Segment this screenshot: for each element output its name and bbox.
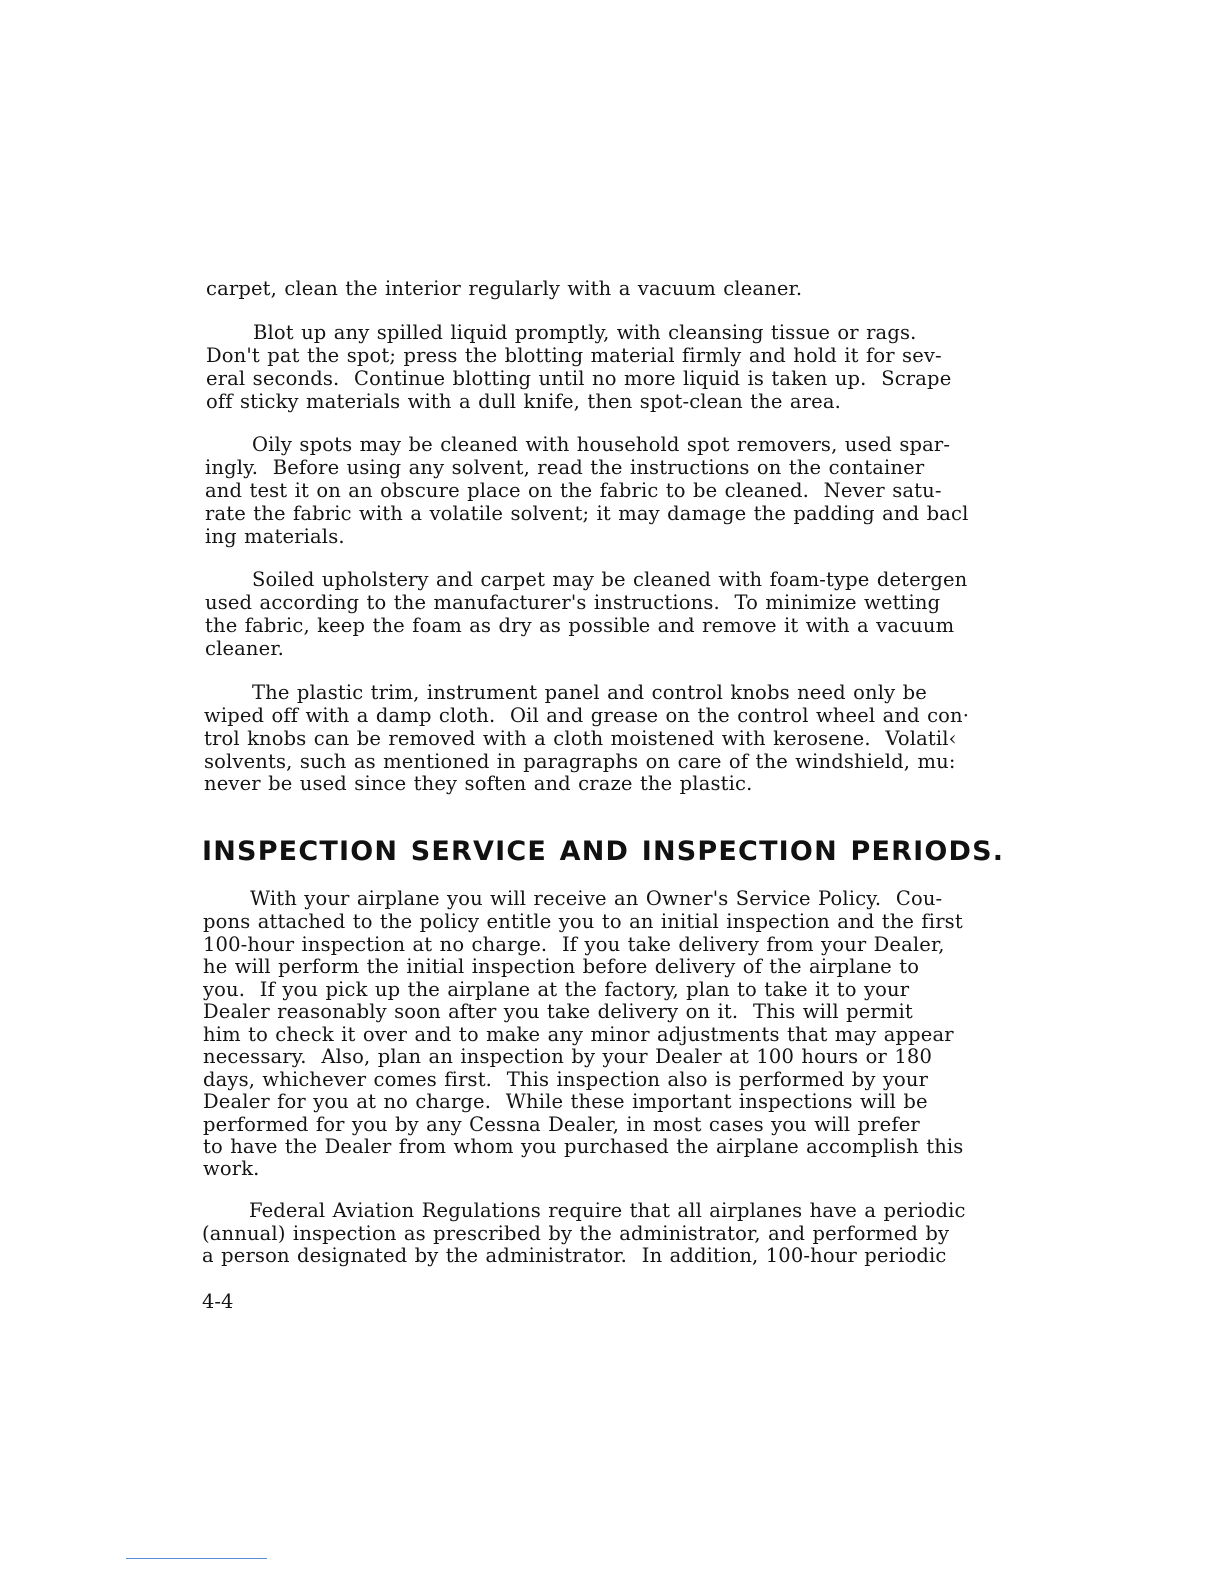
text-line: pons attached to the policy entitle you to an initial inspection and the first [203,910,963,933]
text-line: Dealer reasonably soon after you take delivery on it. This will permit [203,1000,913,1023]
text-line: you. If you pick up the airplane at the factory, plan to take it to your [203,978,910,1001]
text-line: rate the fabric with a volatile solvent; it may damage the padding and bacl [205,502,969,525]
text-line: performed for you by any Cessna Dealer, in most cases you will prefer [203,1113,920,1136]
text-line: never be used since they soften and craze the plastic. [204,772,753,795]
text-line: ing materials. [205,525,345,548]
text-line: necessary. Also, plan an inspection by your Dealer at 100 hours or 180 [203,1045,933,1068]
text-line: 100-hour inspection at no charge. If you take delivery from your Dealer, [203,933,945,956]
text-line: Blot up any spilled liquid promptly, with cleansing tissue or rags. [253,321,917,344]
text-line: With your airplane you will receive an Owner's Service Policy. Cou- [250,887,943,910]
text-line: work. [203,1157,260,1180]
text-line: he will perform the initial inspection before delivery of the airplane to [203,955,920,978]
text-line: him to check it over and to make any minor adjustments that may appear [203,1023,954,1046]
text-line: cleaner. [205,637,284,660]
text-line: a person designated by the administrator. In addition, 100-hour periodic [202,1244,947,1267]
text-line: the fabric, keep the foam as dry as possible and remove it with a vacuum [205,614,955,637]
text-line: (annual) inspection as prescribed by the administrator, and performed by [202,1222,950,1245]
text-line: wiped off with a damp cloth. Oil and grease on the control wheel and con· [204,704,970,727]
text-line: used according to the manufacturer's instructions. To minimize wetting [205,591,941,614]
text-line: eral seconds. Continue blotting until no more liquid is taken up. Scrape [206,367,952,390]
text-line: Dealer for you at no charge. While these important inspections will be [203,1090,928,1113]
footer-rule [126,1558,267,1559]
text-line: Don't pat the spot; press the blotting material firmly and hold it for sev- [206,344,942,367]
text-line: solvents, such as mentioned in paragraphs on care of the windshield, mu: [204,750,956,773]
text-line: days, whichever comes first. This inspection also is performed by your [203,1068,929,1091]
text-line: off sticky materials with a dull knife, then spot-clean the area. [206,390,841,413]
text-line: Oily spots may be cleaned with household spot removers, used spar- [252,433,951,456]
text-line: Federal Aviation Regulations require that all airplanes have a periodic [249,1199,966,1222]
text-line: carpet, clean the interior regularly with a vacuum cleaner. [206,277,803,300]
text-line: The plastic trim, instrument panel and control knobs need only be [252,681,927,704]
text-line: trol knobs can be removed with a cloth moistened with kerosene. Volatil‹ [204,727,957,750]
text-line: and test it on an obscure place on the fabric to be cleaned. Never satu- [205,479,942,502]
page-number: 4-4 [202,1290,234,1313]
text-line: ingly. Before using any solvent, read the instructions on the container [205,456,925,479]
text-line: Soiled upholstery and carpet may be cleaned with foam-type detergen [252,568,968,591]
section-heading: INSPECTION SERVICE AND INSPECTION PERIODS. [202,836,1005,867]
text-line: to have the Dealer from whom you purchased the airplane accomplish this [203,1135,964,1158]
